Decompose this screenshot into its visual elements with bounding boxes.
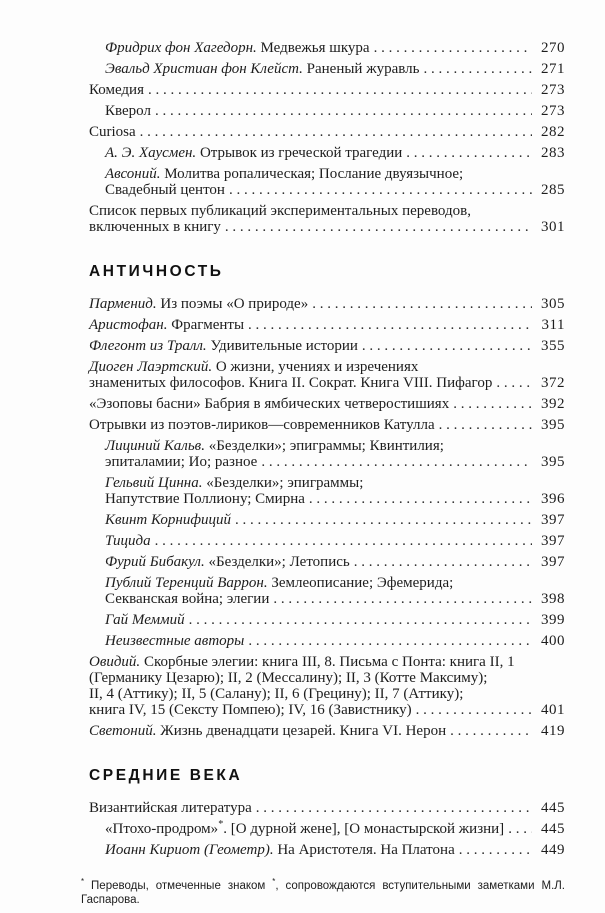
page-number: 445 xyxy=(541,821,565,837)
toc-entry-line xyxy=(89,296,565,312)
entry-title xyxy=(105,612,185,628)
toc-entry xyxy=(89,633,565,649)
page-number: 305 xyxy=(541,296,565,312)
entry-text: Удивительные истории xyxy=(206,338,358,354)
page-number: 273 xyxy=(541,82,565,98)
toc-entry-line xyxy=(105,145,565,161)
entry-text: Раненый журавль xyxy=(302,61,420,77)
toc-entry-line xyxy=(105,40,565,56)
toc-entry xyxy=(89,317,565,333)
entry-title xyxy=(105,554,350,570)
toc-entry xyxy=(89,475,565,507)
page-number: 399 xyxy=(541,612,565,628)
entry-title xyxy=(105,40,370,56)
entry-text: Отрывки из поэтов-лириков—современников Катулла xyxy=(89,417,435,433)
toc-entry-line xyxy=(89,124,565,140)
page-number: 355 xyxy=(541,338,565,354)
toc-section xyxy=(89,766,565,858)
entry-title xyxy=(105,166,463,182)
page-number: 270 xyxy=(541,40,565,56)
toc-entry-line xyxy=(105,554,565,570)
toc-entry xyxy=(89,396,565,412)
toc-entry xyxy=(89,533,565,549)
entry-title xyxy=(105,633,244,649)
toc-entry-line xyxy=(89,723,565,739)
page-number: 395 xyxy=(541,454,565,470)
toc-entry-line xyxy=(89,219,565,235)
toc-entry-line xyxy=(89,338,565,354)
entry-text: (Германику Цезарю); II, 2 (Мессалину); II, 3 (Котте Максиму); xyxy=(89,670,488,686)
toc-entry xyxy=(89,203,565,235)
entry-title xyxy=(89,800,252,816)
page-number: 397 xyxy=(541,512,565,528)
toc-entry-line xyxy=(89,670,565,686)
page-number: 419 xyxy=(541,723,565,739)
author-name: А. Э. Хаусмен. xyxy=(105,145,197,161)
dot-leader xyxy=(155,533,532,549)
toc-entry xyxy=(89,82,565,98)
entry-title xyxy=(105,821,504,837)
entry-title xyxy=(89,417,435,433)
entry-text: Комедия xyxy=(89,82,144,98)
section-heading: АНТИЧНОСТЬ xyxy=(89,263,224,280)
dot-leader xyxy=(453,396,532,412)
dot-leader xyxy=(309,491,532,507)
entry-title xyxy=(89,702,412,718)
entry-text: На Аристотеля. На Платона xyxy=(273,842,455,858)
entry-title xyxy=(89,723,446,739)
toc-entry xyxy=(89,124,565,140)
dot-leader xyxy=(450,723,532,739)
entry-text: «Птохо-продром» xyxy=(105,821,219,837)
entry-text: «Безделки»; Летопись xyxy=(204,554,350,570)
toc-entry xyxy=(89,40,565,56)
entry-title xyxy=(105,575,453,591)
page-number: 401 xyxy=(541,702,565,718)
toc-entry-line xyxy=(105,575,565,591)
dot-leader xyxy=(406,145,532,161)
page-number: 396 xyxy=(541,491,565,507)
toc-entry xyxy=(89,61,565,77)
toc-entry-line xyxy=(89,375,565,391)
page-number: 283 xyxy=(541,145,565,161)
toc-entry-line xyxy=(89,82,565,98)
dot-leader xyxy=(508,821,532,837)
page-number: 395 xyxy=(541,417,565,433)
toc-entry xyxy=(89,800,565,816)
author-name: Флегонт из Тралл. xyxy=(89,338,207,354)
footnote xyxy=(81,879,565,907)
author-name: Лициний Кальв. xyxy=(105,438,205,454)
toc-entry-line xyxy=(105,591,565,607)
author-name: Неизвестные авторы xyxy=(105,633,245,649)
entry-text: Скорбные элегии: книга III, 8. Письма с Понта: книга II, 1 xyxy=(140,654,515,670)
toc-section xyxy=(89,262,565,739)
toc-entry-line xyxy=(105,512,565,528)
dot-leader xyxy=(148,82,532,98)
dot-leader xyxy=(261,454,532,470)
entry-title xyxy=(89,317,244,333)
entry-text: Секванская война; элегии xyxy=(105,591,270,607)
toc-entry xyxy=(89,438,565,470)
toc-entry-line xyxy=(105,166,565,182)
entry-title xyxy=(89,82,144,98)
entry-title xyxy=(89,296,308,312)
entry-text: О жизни, учениях и изречениях xyxy=(212,359,419,375)
page-number: 397 xyxy=(541,554,565,570)
toc-entry-line xyxy=(89,800,565,816)
entry-text: включенных в книгу xyxy=(89,219,221,235)
toc-entry-line xyxy=(105,842,565,858)
dot-leader xyxy=(248,633,532,649)
author-name: Светоний. xyxy=(89,723,157,739)
author-name: Публий Теренций Варрон. xyxy=(105,575,268,591)
toc-entry xyxy=(89,612,565,628)
entry-text: «Эзоповы басни» Бабрия в ямбических четверостишиях xyxy=(89,396,450,412)
entry-title xyxy=(89,670,487,686)
entry-text: знаменитых философов. Книга II. Сократ. Книга VIII. Пифагор xyxy=(89,375,493,391)
author-name: Парменид. xyxy=(89,296,157,312)
toc-entry xyxy=(89,338,565,354)
dot-leader xyxy=(459,842,532,858)
dot-leader xyxy=(496,375,532,391)
toc-entry-line xyxy=(89,702,565,718)
entry-title xyxy=(105,103,151,119)
entry-text: Фрагменты xyxy=(167,317,245,333)
toc-entry xyxy=(89,575,565,607)
dot-leader xyxy=(416,702,532,718)
entry-text: Свадебный центон xyxy=(105,182,225,198)
section-heading: СРЕДНИЕ ВЕКА xyxy=(89,767,243,784)
author-name: Гай Меммий xyxy=(105,612,185,628)
page-number: 285 xyxy=(541,182,565,198)
toc-entry xyxy=(89,296,565,312)
page-number: 445 xyxy=(541,800,565,816)
dot-leader xyxy=(189,612,532,628)
author-name: Аристофан. xyxy=(89,317,168,333)
toc-entry xyxy=(89,654,565,718)
toc-entry xyxy=(89,359,565,391)
entry-title xyxy=(89,686,463,702)
dot-leader xyxy=(312,296,532,312)
toc-section xyxy=(89,40,565,235)
entry-text: Медвежья шкура xyxy=(256,40,370,56)
page-number: 301 xyxy=(541,219,565,235)
dot-leader xyxy=(273,591,532,607)
page-number: 400 xyxy=(541,633,565,649)
toc-entry-line xyxy=(89,686,565,702)
author-name: Эвальд Христиан фон Клейст. xyxy=(105,61,303,77)
author-name: Авсоний. xyxy=(105,166,161,182)
author-name: Овидий. xyxy=(89,654,141,670)
entry-text: книга IV, 15 (Сексту Помпею); IV, 16 (Завистнику) xyxy=(89,702,412,718)
toc-entry xyxy=(89,842,565,858)
dot-leader xyxy=(354,554,532,570)
toc-entry-line xyxy=(105,491,565,507)
toc-entry xyxy=(89,554,565,570)
toc-entry-line xyxy=(105,61,565,77)
toc-entry-line xyxy=(105,475,565,491)
entry-text: Curiosa xyxy=(89,124,136,140)
page-number: 372 xyxy=(541,375,565,391)
entry-title xyxy=(89,338,358,354)
entry-text: Отрывок из греческой трагедии xyxy=(196,145,403,161)
dot-leader xyxy=(248,317,532,333)
dot-leader xyxy=(235,512,532,528)
entry-title xyxy=(89,375,492,391)
entry-title xyxy=(105,512,231,528)
author-name: Фридрих фон Хагедорн. xyxy=(105,40,257,56)
toc-entry-line xyxy=(89,203,565,219)
toc-entry xyxy=(89,512,565,528)
footnote-text: Переводы, отмеченные знаком xyxy=(84,880,273,892)
entry-text: Из поэмы «О природе» xyxy=(156,296,309,312)
author-name: Фурий Бибакул. xyxy=(105,554,205,570)
toc-entry xyxy=(89,166,565,198)
entry-title xyxy=(89,359,418,375)
entry-text: «Безделки»; эпиграммы; xyxy=(202,475,364,491)
toc-entry xyxy=(89,723,565,739)
page-number: 273 xyxy=(541,103,565,119)
entry-title xyxy=(105,475,363,491)
entry-text: Жизнь двенадцати цезарей. Книга VI. Нерон xyxy=(156,723,447,739)
entry-text: Напутствие Поллиону; Смирна xyxy=(105,491,305,507)
dot-leader xyxy=(439,417,532,433)
entry-text: «Безделки»; эпиграммы; Квинтилия; xyxy=(204,438,444,454)
toc-entry xyxy=(89,417,565,433)
toc-entry-line xyxy=(105,633,565,649)
entry-text: Молитва ропалическая; Послание двуязычное; xyxy=(160,166,464,182)
entry-text: Землеописание; Эфемерида; xyxy=(267,575,454,591)
page-number: 271 xyxy=(541,61,565,77)
dot-leader xyxy=(155,103,532,119)
entry-title xyxy=(105,438,444,454)
entry-text: Кверол xyxy=(105,103,151,119)
dot-leader xyxy=(374,40,532,56)
author-name: Тицида xyxy=(105,533,151,549)
entry-title xyxy=(89,396,449,412)
page-number: 449 xyxy=(541,842,565,858)
toc-entry-line xyxy=(89,654,565,670)
toc-entry-line xyxy=(89,417,565,433)
entry-title xyxy=(105,182,225,198)
toc-entry-line xyxy=(89,359,565,375)
page-number: 397 xyxy=(541,533,565,549)
toc-entry-line xyxy=(105,454,565,470)
entry-title xyxy=(105,61,419,77)
entry-title xyxy=(105,454,257,470)
entry-title xyxy=(105,842,455,858)
entry-text: Список первых публикаций экспериментальных переводов, xyxy=(89,203,471,219)
dot-leader xyxy=(140,124,532,140)
entry-title xyxy=(89,219,221,235)
footnote-text: , сопровождаются вступительными заметками М.Л. Гаспарова. xyxy=(81,880,566,906)
footnote-asterisk: * xyxy=(272,877,276,887)
toc-entry xyxy=(89,821,565,837)
entry-title xyxy=(89,203,471,219)
entry-text: . [О дурной жене], [О монастырской жизни] xyxy=(223,821,505,837)
entry-title xyxy=(105,145,402,161)
dot-leader xyxy=(225,219,532,235)
entry-title xyxy=(105,591,269,607)
entry-title xyxy=(105,491,305,507)
author-name: Диоген Лаэртский. xyxy=(89,359,213,375)
entry-text: II, 4 (Аттику); II, 5 (Салану); II, 6 (Грецину); II, 7 (Аттику); xyxy=(89,686,464,702)
entry-text: эпиталамии; Ио; разное xyxy=(105,454,258,470)
entry-title xyxy=(105,533,151,549)
table-of-contents xyxy=(89,40,565,858)
dot-leader xyxy=(423,61,532,77)
page-number: 311 xyxy=(541,317,565,333)
author-name: Гельвий Цинна. xyxy=(105,475,203,491)
author-name: Квинт Корнифиций xyxy=(105,512,231,528)
toc-entry-line xyxy=(105,103,565,119)
toc-entry xyxy=(89,145,565,161)
entry-asterisk: * xyxy=(218,819,224,830)
dot-leader xyxy=(362,338,532,354)
author-name: Иоанн Кириот (Геометр). xyxy=(105,842,274,858)
toc-entry-line xyxy=(105,533,565,549)
page-number: 398 xyxy=(541,591,565,607)
entry-text: Византийская литература xyxy=(89,800,252,816)
entry-title xyxy=(89,654,515,670)
page-number: 282 xyxy=(541,124,565,140)
toc-entry-line xyxy=(105,612,565,628)
page-number: 392 xyxy=(541,396,565,412)
toc-entry-line xyxy=(105,438,565,454)
toc-entry-line xyxy=(89,396,565,412)
toc-entry-line xyxy=(105,182,565,198)
dot-leader xyxy=(256,800,532,816)
entry-title xyxy=(89,124,136,140)
toc-entry-line xyxy=(89,317,565,333)
footnote-asterisk: * xyxy=(81,877,85,887)
toc-entry xyxy=(89,103,565,119)
dot-leader xyxy=(229,182,532,198)
toc-entry-line xyxy=(105,821,565,837)
